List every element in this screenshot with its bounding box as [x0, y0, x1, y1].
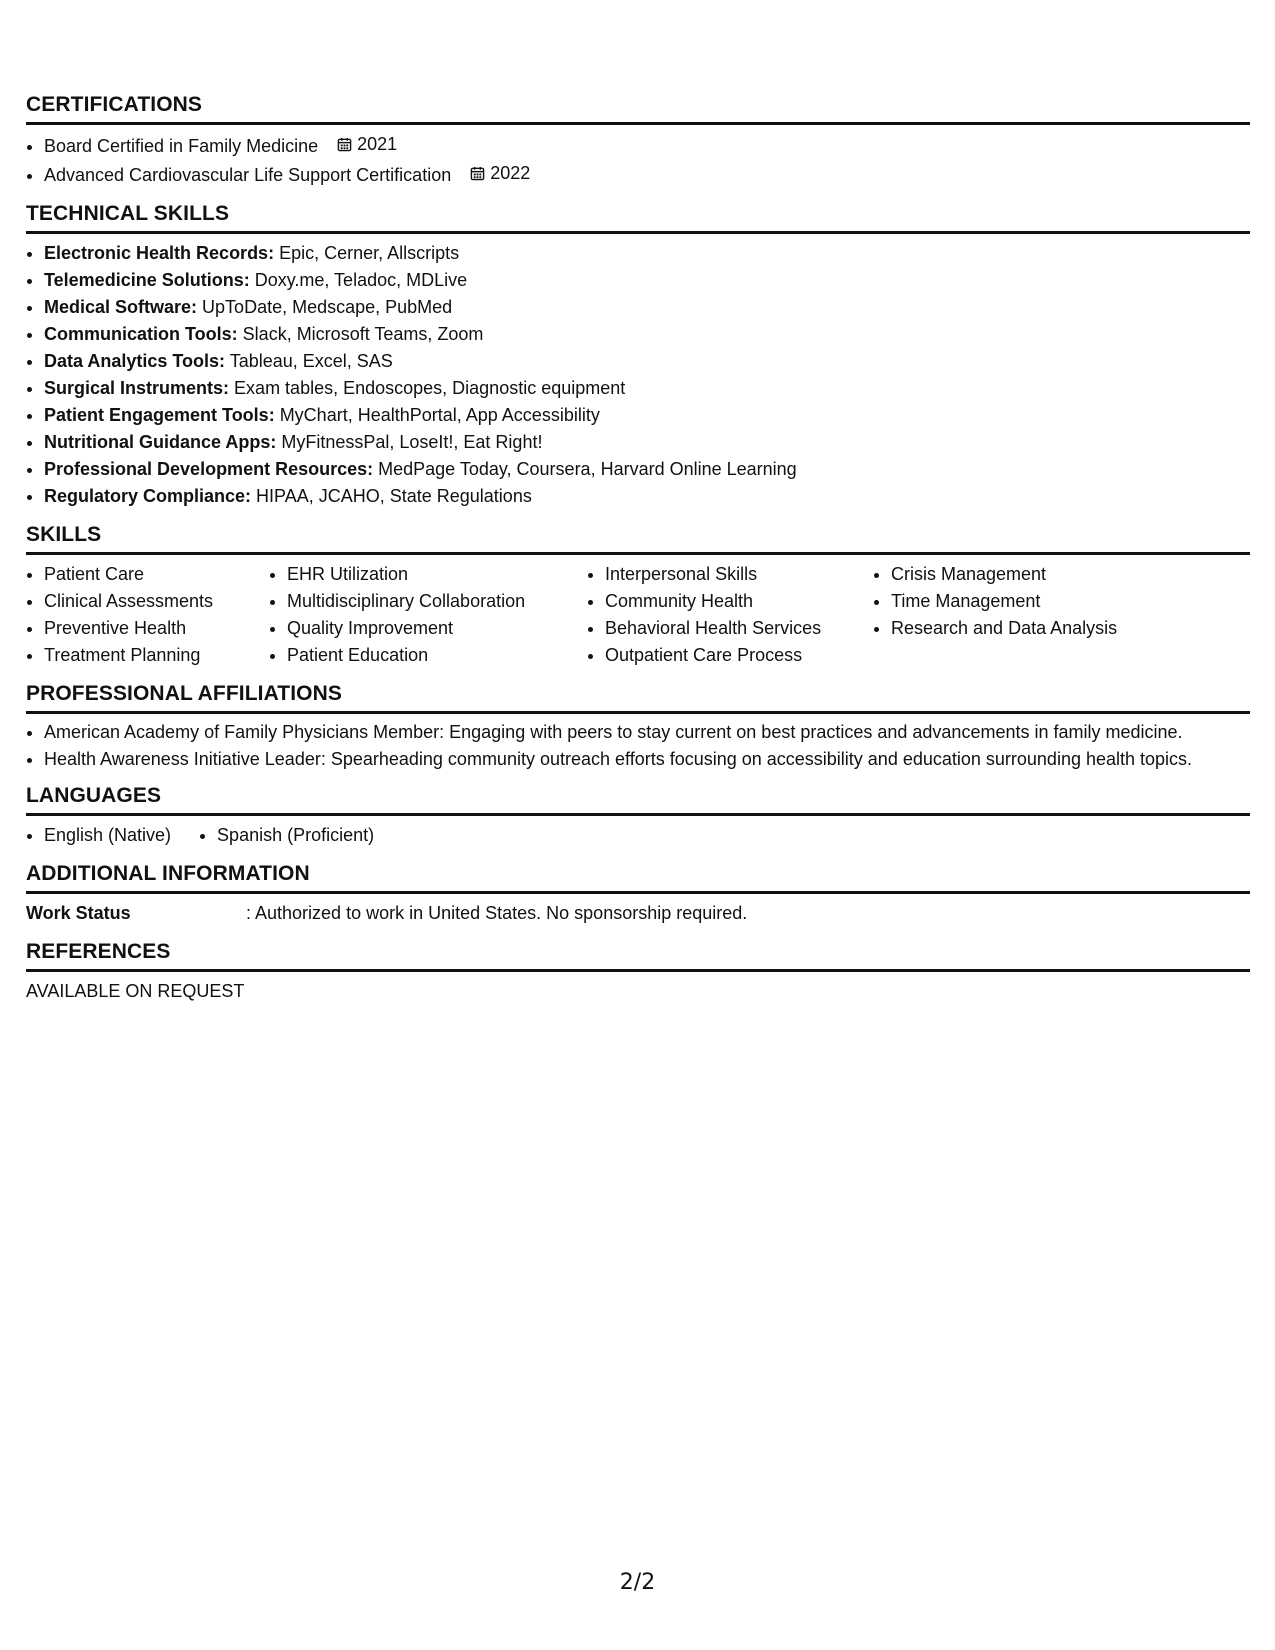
affiliations-list: [26, 720, 1250, 771]
skill-values: MyFitnessPal, LoseIt!, Eat Right!: [276, 432, 543, 452]
list-item: • Health Awareness Initiative Leader: Spearheading community outreach efforts focusing on accessibility and education surrounding health topics.: [44, 747, 1250, 771]
list-item: • Patient Education: [287, 642, 587, 669]
list-item: • Multidisciplinary Collaboration: [287, 588, 587, 615]
list-item: • Community Health: [605, 588, 873, 615]
skill-category: Regulatory Compliance:: [44, 486, 252, 506]
list-item: [44, 402, 1250, 429]
certifications-list: [26, 131, 1250, 189]
skill-category: Communication Tools:: [44, 324, 238, 344]
references-text: AVAILABLE ON REQUEST: [26, 981, 245, 1001]
skill-values: Tableau, Excel, SAS: [225, 351, 393, 371]
list-item: • Interpersonal Skills: [605, 561, 873, 588]
skill-values: Slack, Microsoft Teams, Zoom: [237, 324, 484, 344]
list-item: • Outpatient Care Process: [605, 642, 873, 669]
skill-category: Patient Engagement Tools:: [44, 405, 275, 425]
list-item: • Preventive Health: [44, 615, 269, 642]
certification-date: [337, 131, 397, 158]
certification-date: [470, 160, 530, 187]
skill-category: Nutritional Guidance Apps:: [44, 432, 277, 452]
skill-values: Exam tables, Endoscopes, Diagnostic equipment: [229, 378, 626, 398]
work-status-row: [26, 900, 1250, 927]
certification-year: 2022: [490, 163, 531, 183]
list-item: [44, 160, 1250, 189]
technical-skills-list: [26, 240, 1250, 510]
list-item: • Clinical Assessments: [44, 588, 269, 615]
calendar-icon: [470, 166, 485, 181]
skill-values: Doxy.me, Teladoc, MDLive: [249, 270, 468, 290]
list-item: [44, 267, 1250, 294]
list-item: [44, 131, 1250, 160]
references-section: [26, 939, 1250, 1005]
references-heading: REFERENCES: [26, 939, 1250, 972]
affiliations-heading: PROFESSIONAL AFFILIATIONS: [26, 681, 1250, 714]
skills-column: [269, 561, 587, 669]
work-status-value: : Authorized to work in United States. No sponsorship required.: [246, 903, 748, 923]
page-number: 2/2: [619, 1570, 656, 1595]
work-status-label: Work Status: [26, 903, 131, 923]
skill-values: MedPage Today, Coursera, Harvard Online Learning: [373, 459, 797, 479]
list-item: • EHR Utilization: [287, 561, 587, 588]
skill-category: Surgical Instruments:: [44, 378, 230, 398]
list-item: [44, 240, 1250, 267]
skills-heading: SKILLS: [26, 522, 1250, 555]
list-item: • Patient Care: [44, 561, 269, 588]
list-item: • Quality Improvement: [287, 615, 587, 642]
certification-name: Board Certified in Family Medicine: [44, 136, 319, 156]
skill-values: Epic, Cerner, Allscripts: [274, 243, 460, 263]
certifications-heading: CERTIFICATIONS: [26, 92, 1250, 125]
list-item: [44, 456, 1250, 483]
skill-category: Telemedicine Solutions:: [44, 270, 250, 290]
skill-values: UpToDate, Medscape, PubMed: [197, 297, 453, 317]
skills-section: [26, 522, 1250, 669]
skill-category: Professional Development Resources:: [44, 459, 374, 479]
skill-values: MyChart, HealthPortal, App Accessibility: [274, 405, 600, 425]
languages-list: [26, 822, 1250, 849]
list-item: • Behavioral Health Services: [605, 615, 873, 642]
certification-year: 2021: [357, 134, 398, 154]
skills-column: [587, 561, 873, 669]
languages-section: [26, 783, 1250, 849]
skill-category: Electronic Health Records:: [44, 243, 275, 263]
additional-info-heading: ADDITIONAL INFORMATION: [26, 861, 1250, 894]
list-item: [44, 429, 1250, 456]
skills-column: [873, 561, 1191, 669]
skills-grid: [26, 561, 1250, 669]
affiliations-section: [26, 681, 1250, 771]
resume-page: [26, 92, 1250, 1017]
certifications-section: [26, 92, 1250, 189]
list-item: • English (Native): [44, 822, 171, 849]
list-item: [44, 348, 1250, 375]
additional-info-section: [26, 861, 1250, 927]
list-item: [44, 483, 1250, 510]
list-item: [44, 375, 1250, 402]
skill-category: Data Analytics Tools:: [44, 351, 226, 371]
skill-category: Medical Software:: [44, 297, 198, 317]
list-item: • Treatment Planning: [44, 642, 269, 669]
list-item: [44, 321, 1250, 348]
technical-skills-heading: TECHNICAL SKILLS: [26, 201, 1250, 234]
list-item: [44, 294, 1250, 321]
list-item: • Time Management: [891, 588, 1191, 615]
certification-name: Advanced Cardiovascular Life Support Certification: [44, 165, 452, 185]
list-item: • Crisis Management: [891, 561, 1191, 588]
list-item: • Research and Data Analysis: [891, 615, 1191, 642]
list-item: • Spanish (Proficient): [217, 822, 374, 849]
calendar-icon: [337, 137, 352, 152]
skill-values: HIPAA, JCAHO, State Regulations: [251, 486, 532, 506]
list-item: • American Academy of Family Physicians Member: Engaging with peers to stay current on best practices and advancements in family medicine.: [44, 720, 1250, 744]
technical-skills-section: [26, 201, 1250, 510]
skills-column: [26, 561, 269, 669]
languages-heading: LANGUAGES: [26, 783, 1250, 816]
